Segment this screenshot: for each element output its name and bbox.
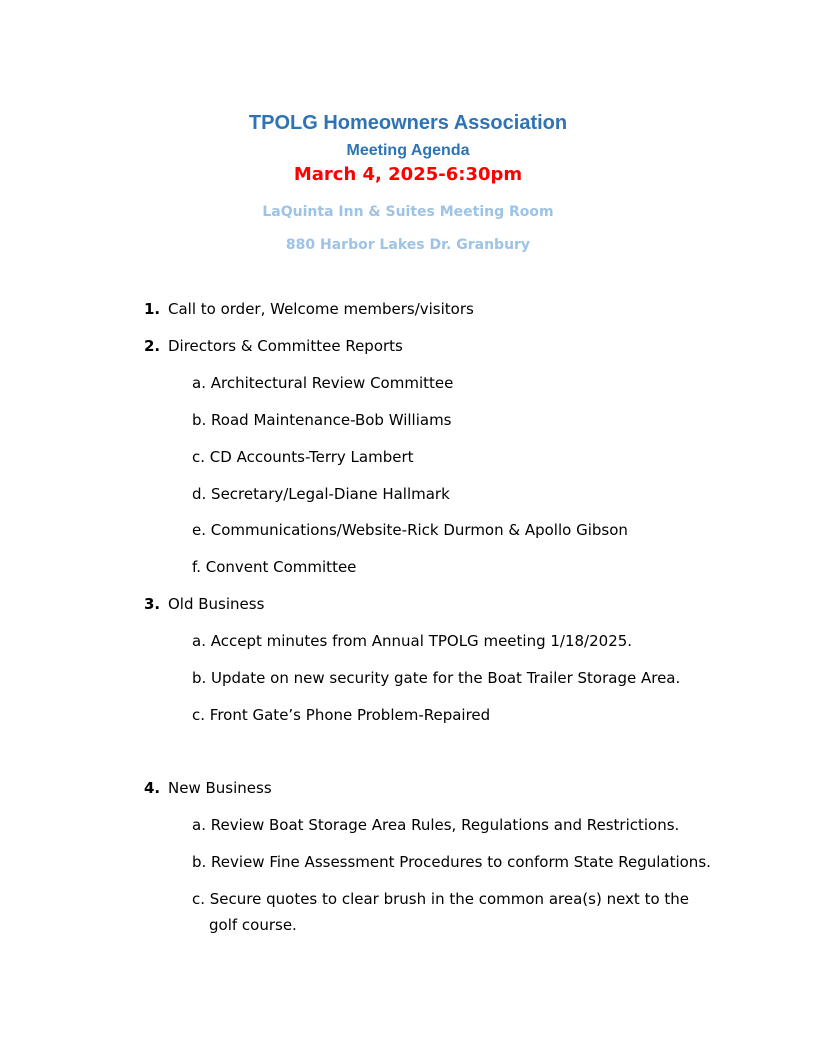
sub-item: c. Front Gate’s Phone Problem-Repaired bbox=[192, 706, 491, 724]
sub-item-continuation: golf course. bbox=[209, 916, 297, 934]
meeting-address: 880 Harbor Lakes Dr. Granbury bbox=[285, 237, 531, 253]
sub-item: a. Architectural Review Committee bbox=[192, 374, 454, 392]
agenda-item-text: Call to order, Welcome members/visitors bbox=[168, 300, 474, 318]
org-title: TPOLG Homeowners Association bbox=[248, 112, 568, 134]
agenda-item-text: New Business bbox=[168, 779, 272, 797]
sub-item: c. Secure quotes to clear brush in the common area(s) next to the bbox=[192, 890, 690, 908]
sub-item: a. Review Boat Storage Area Rules, Regulations and Restrictions. bbox=[192, 816, 680, 834]
agenda-item-number: 2. bbox=[144, 337, 161, 355]
agenda-item-text: Directors & Committee Reports bbox=[168, 337, 403, 355]
agenda-item-number: 1. bbox=[144, 300, 161, 318]
sub-item: b. Review Fine Assessment Procedures to conform State Regulations. bbox=[192, 853, 711, 871]
agenda-item-number: 4. bbox=[144, 779, 161, 797]
agenda-item-number: 3. bbox=[144, 595, 161, 613]
sub-item: f. Convent Committee bbox=[192, 558, 357, 576]
agenda-item-text: Old Business bbox=[168, 595, 265, 613]
meeting-date-time: March 4, 2025-6:30pm bbox=[293, 164, 523, 185]
sub-item: b. Update on new security gate for the Boat Trailer Storage Area. bbox=[192, 669, 681, 687]
sub-item: c. CD Accounts-Terry Lambert bbox=[192, 448, 414, 466]
sub-item: b. Road Maintenance-Bob Williams bbox=[192, 411, 452, 429]
sub-item: e. Communications/Website-Rick Durmon & Apollo Gibson bbox=[192, 521, 628, 539]
sub-item: a. Accept minutes from Annual TPOLG meeting 1/18/2025. bbox=[192, 632, 633, 650]
sub-item: d. Secretary/Legal-Diane Hallmark bbox=[192, 485, 450, 503]
meeting-venue: LaQuinta Inn & Suites Meeting Room bbox=[262, 204, 554, 220]
document-subtitle: Meeting Agenda bbox=[346, 142, 470, 159]
